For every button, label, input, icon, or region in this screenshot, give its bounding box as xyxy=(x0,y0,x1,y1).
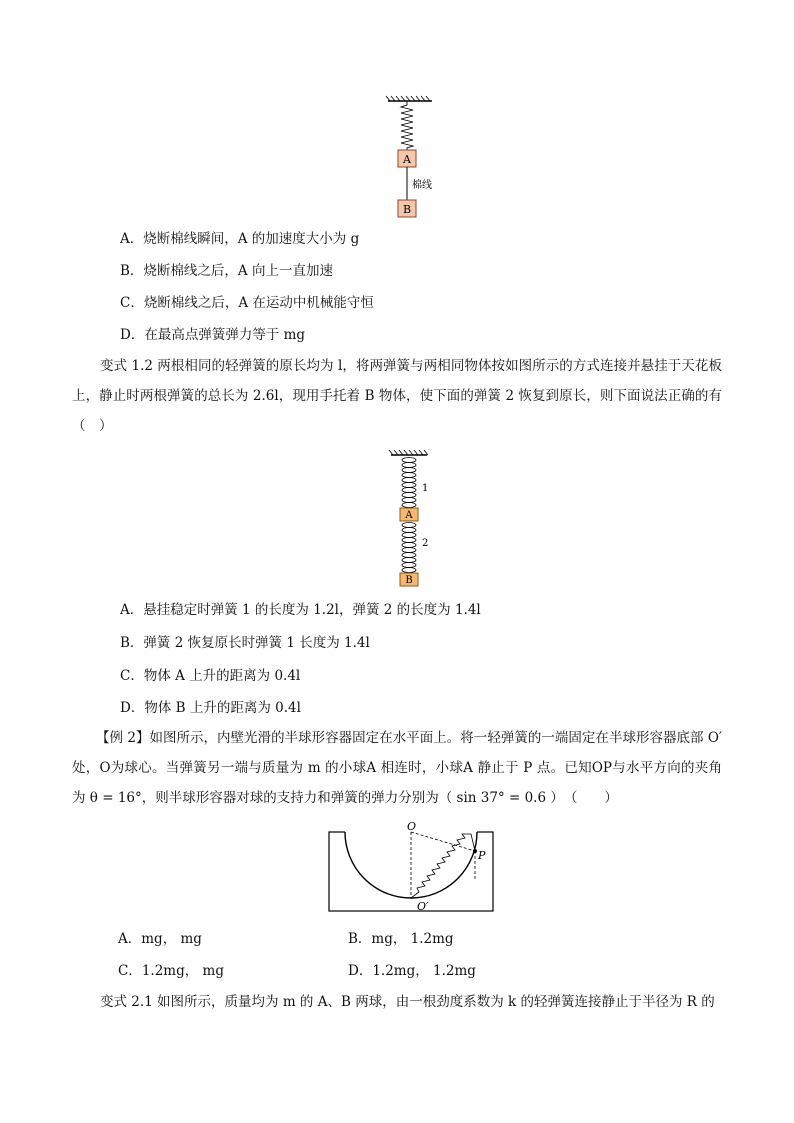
variant-2-1-question: 变式 2.1 如图所示，质量均为 m 的 A、B 两球，由一根劲度系数为 k 的轻弹簧连接静止于半径为 R 的 xyxy=(100,994,715,1010)
example-2-question: 【例 2】如图所示，内壁光滑的半球形容器固定在水平面上。将一轻弹簧的一端固定在半球形容器底部 O′处，O为球心。当弹簧另一端与质量为 m 的小球A 相连时，小球A 静止于 P 点。已知OP与水平方向的夹角为 θ = 16°，则半球形容器对球的支持力和弹簧的弹力分别为（ sin 37° = 0.6 ） （ ） xyxy=(72,730,722,806)
label-p: P xyxy=(478,849,486,862)
block-a-label: A xyxy=(403,153,411,166)
q1-option-a: A．烧断棉线瞬间，A 的加速度大小为 g xyxy=(120,231,360,247)
v12-option-b: B．弹簧 2 恢复原长时弹簧 1 长度为 1.4l xyxy=(120,635,370,651)
block-b-label: B xyxy=(402,203,412,216)
figure-hemisphere xyxy=(325,822,497,917)
variant-1-2-question: 变式 1.2 两根相同的轻弹簧的原长均为 l，将两弹簧与两相同物体按如图所示的方式连接并悬挂于天花板上，静止时两根弹簧的总长为 2.6l，现用手托着 B 物体，使下面的弹簧 2 恢复到原长，则下面说法正确的有（ ） xyxy=(72,358,722,434)
ex2-option-b: B．mg， 1.2mg xyxy=(348,931,454,947)
block-b-label: B xyxy=(405,575,413,586)
thread-label: 棉线 xyxy=(412,180,432,191)
ex2-option-c: C．1.2mg， mg xyxy=(118,963,224,979)
v12-option-d: D．物体 B 上升的距离为 0.4l xyxy=(120,700,301,716)
q1-option-d: D．在最高点弹簧弹力等于 mg xyxy=(120,327,306,343)
block-a-label: A xyxy=(405,510,413,521)
ex2-option-d: D．1.2mg， 1.2mg xyxy=(348,963,476,979)
label-o-prime: O′ xyxy=(417,900,429,913)
v12-option-c: C．物体 A 上升的距离为 0.4l xyxy=(120,668,301,684)
q1-option-b: B．烧断棉线之后，A 向上一直加速 xyxy=(120,263,333,279)
q1-option-c: C．烧断棉线之后，A 在运动中机械能守恒 xyxy=(120,295,374,311)
ball-p xyxy=(473,849,477,853)
ex2-option-a: A．mg， mg xyxy=(118,931,202,947)
figure-spring-thread xyxy=(370,95,460,223)
figure-two-springs xyxy=(385,450,445,588)
spring-1-label: 1 xyxy=(422,483,429,494)
spring-2-label: 2 xyxy=(422,538,429,549)
v12-option-a: A．悬挂稳定时弹簧 1 的长度为 1.2l，弹簧 2 的长度为 1.4l xyxy=(120,602,481,618)
label-o: O xyxy=(407,822,417,833)
